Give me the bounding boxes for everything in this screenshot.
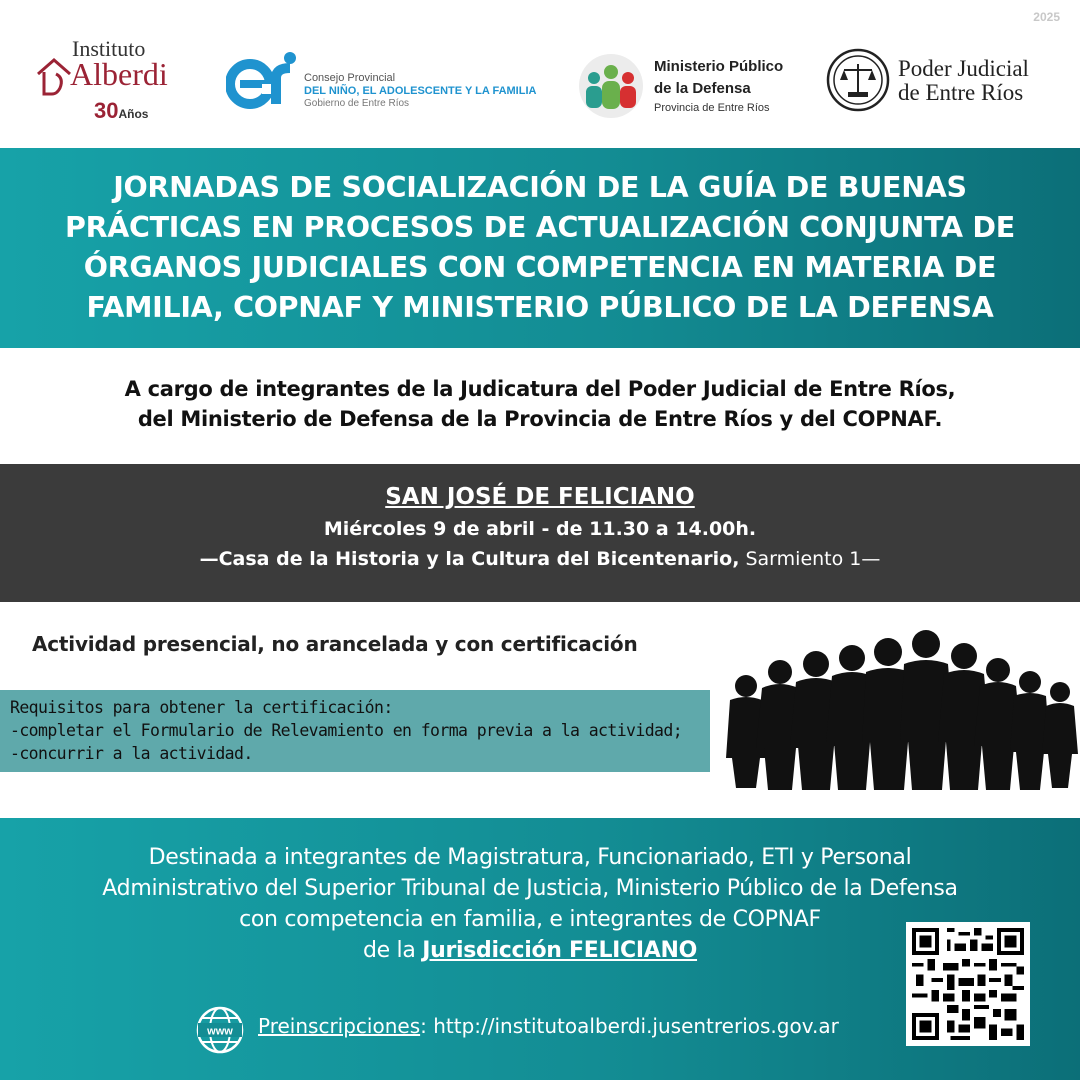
event-details-band [0,464,1080,602]
event-address: Sarmiento 1— [739,548,881,570]
event-city: SAN JOSÉ DE FELICIANO [385,484,695,510]
svg-text:www: www [207,1025,233,1038]
requirements-box [0,690,710,772]
copnaf-logo-line3: Gobierno de Entre Ríos [304,98,410,109]
audience-text [20,842,1040,966]
copnaf-logo-line2: DEL NIÑO, EL ADOLESCENTE Y LA FAMILIA [304,85,537,97]
audience-line-1: Destinada a integrantes de Magistratura, Funcionariado, ETI y Personal [148,845,912,870]
copnaf-logo [226,48,556,118]
mpd-logo-line3: Provincia de Entre Ríos [654,102,770,114]
organizers-line-2: del Ministerio de Defensa de la Provincia de Entre Ríos y del COPNAF. [137,407,943,431]
er-mark-icon [226,50,300,112]
audience-band [0,818,1080,1080]
ministerio-defensa-logo [576,50,816,120]
registration-url[interactable]: http://institutoalberdi.jusentrerios.gov.ar [433,1014,839,1038]
poder-judicial-logo [826,48,1056,118]
globe-www-icon [196,1006,244,1054]
alberdi-logo-line2: Alberdi [70,56,168,92]
pj-logo-line1: Poder Judicial [898,56,1029,81]
organizers-line-1: A cargo de integrantes de la Judicatura del Poder Judicial de Entre Ríos, [124,377,956,401]
year-label: 2025 [1033,10,1060,24]
organizers-text [0,374,1080,434]
event-title [65,168,1015,328]
mpd-logo-line1: Ministerio Público [654,58,784,75]
requirement-item: -completar el Formulario de Relevamiento en forma previa a la actividad; [10,721,683,740]
audience-line-4: de la Jurisdicción FELICIANO [362,938,698,963]
event-place: —Casa de la Historia y la Cultura del Bicentenario, Sarmiento 1— [199,548,881,570]
event-date: Miércoles 9 de abril - de 11.30 a 14.00h. [323,518,757,540]
alberdi-logo-line1: Instituto [72,36,146,61]
crowd-silhouette-image [724,628,1080,793]
instituto-alberdi-logo [30,36,205,136]
mpd-logo-line2: de la Defensa [654,80,751,97]
qr-code[interactable] [906,922,1030,1046]
registration-link[interactable]: Preinscripciones [258,1014,421,1038]
copnaf-logo-line1: Consejo Provincial [304,72,396,84]
seal-icon [826,48,890,112]
alberdi-anniversary: 30Años [94,98,149,123]
requirement-item: -concurrir a la actividad. [10,744,253,763]
title-band [0,148,1080,348]
activity-type: Actividad presencial, no arancelada y con certificación [32,632,638,656]
title-line-1: JORNADAS DE SOCIALIZACIÓN DE LA GUÍA DE BUENAS [113,171,967,204]
registration-text: Preinscripciones: http://institutoalberdi.jusentrerios.gov.ar [258,1014,839,1038]
house-icon [36,56,72,100]
title-line-4: FAMILIA, COPNAF Y MINISTERIO PÚBLICO DE LA DEFENSA [86,291,994,324]
title-line-2: PRÁCTICAS EN PROCESOS DE ACTUALIZACIÓN CONJUNTA DE [65,211,1015,244]
title-line-3: ÓRGANOS JUDICIALES CON COMPETENCIA EN MATERIA DE [83,251,997,284]
event-venue: Casa de la Historia y la Cultura del Bicentenario, [218,548,740,570]
requirements-heading: Requisitos para obtener la certificación: [10,698,393,717]
audience-line-2: Administrativo del Superior Tribunal de Justicia, Ministerio Público de la Defensa [102,876,958,901]
audience-line-3: con competencia en familia, e integrantes de COPNAF [239,907,821,932]
pj-logo-line2: de Entre Ríos [898,80,1024,105]
people-icon [576,52,646,118]
jurisdiction-label: Jurisdicción FELICIANO [422,938,698,963]
